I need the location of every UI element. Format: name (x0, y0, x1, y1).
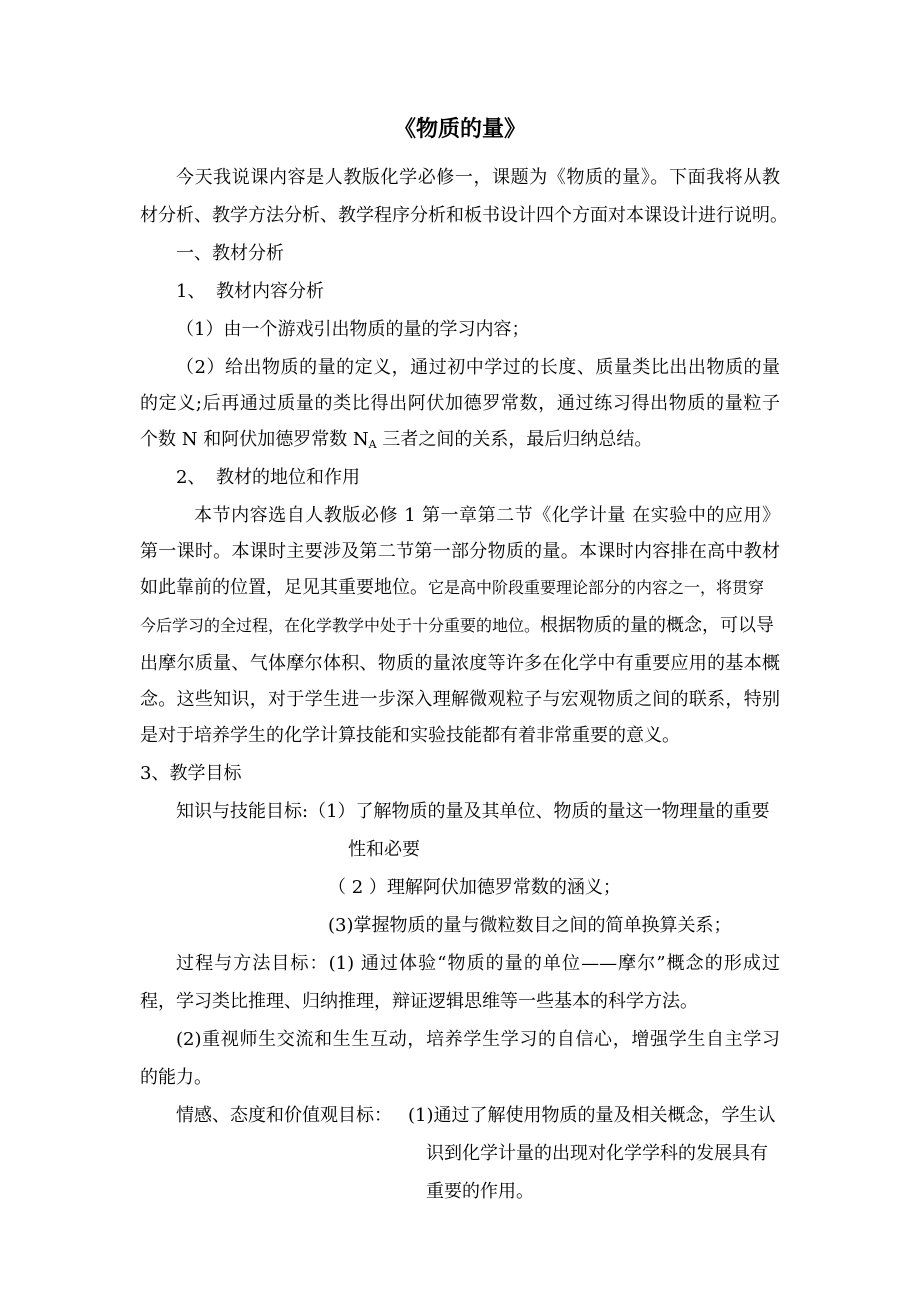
knowledge-goal-line-1: 知识与技能目标:（1）了解物质的量及其单位、物质的量这一物理量的重要 (176, 801, 770, 822)
role-para-line-4 (140, 614, 780, 638)
role-para-line-1: 本节内容选自人教版必修 1 第一章第二节《化学计量 在实验中的应用》 (194, 505, 780, 526)
subsection-1-number: 1、 (176, 281, 206, 302)
knowledge-goal-line-3: （ 2 ）理解阿伏加德罗常数的涵义； (328, 877, 621, 898)
process-goal-line-4: 的能力。 (140, 1067, 212, 1088)
knowledge-goal-line-4: (3)掌握物质的量与微粒数目之间的简单换算关系； (328, 915, 732, 936)
content-item-2-line-3 (140, 428, 652, 452)
section-heading-3: 3、教学目标 (140, 763, 242, 784)
process-goal-line-3: (2)重视师生交流和生生互动，培养学生学习的自信心，增强学生自主学习 (176, 1029, 780, 1050)
content-item-2-line-3-before: 个数 N 和阿伏加德罗常数 N (140, 429, 369, 450)
avogadro-subscript: A (368, 438, 377, 451)
intro-line-2: 材分析、教学方法分析、教学程序分析和板书设计四个方面对本课设计进行说明。 (140, 205, 788, 226)
role-para-line-2: 第一课时。本课时主要涉及第二节第一部分物质的量。本课时内容排在高中教材 (140, 541, 780, 562)
subsection-2-number: 2、 (176, 467, 206, 488)
document-title: 《物质的量》 (393, 117, 526, 142)
role-para-line-3 (140, 576, 780, 600)
content-item-2-line-3-after: 三者之间的关系，最后归纳总结。 (376, 429, 653, 450)
content-item-2-line-1: （2）给出物质的量的定义，通过初中学过的长度、质量类比出出物质的量 (176, 357, 780, 378)
role-para-line-7: 是对于培养学生的化学计算技能和实验技能都有着非常重要的意义。 (140, 725, 680, 746)
role-para-line-3b: 它是高中阶段重要理论部分的内容之一，将贯穿 (428, 578, 765, 597)
emotion-goal-line-3: 重要的作用。 (426, 1181, 534, 1202)
content-item-1: （1）由一个游戏引出物质的量的学习内容； (176, 319, 530, 340)
process-goal-line-2: 程，学习类比推理、归纳推理，辩证逻辑思维等一些基本的科学方法。 (140, 991, 698, 1012)
role-para-line-3a: 如此靠前的位置，足见其重要地位。 (140, 577, 428, 598)
role-para-line-4b: 根据物质的量的概念，可以导 (540, 615, 775, 636)
subsection-1-title: 教材内容分析 (216, 281, 324, 302)
knowledge-goal-line-2: 性和必要 (348, 839, 420, 860)
subsection-2-title: 教材的地位和作用 (216, 467, 360, 488)
emotion-goal-line-2: 识到化学计量的出现对化学学科的发展具有 (426, 1143, 768, 1164)
section-heading-1: 一、教材分析 (176, 243, 284, 264)
emotion-goal-line-1: (1)通过了解使用物质的量及相关概念，学生认 (408, 1105, 776, 1126)
role-para-line-6: 念。这些知识，对于学生进一步深入理解微观粒子与宏观物质之间的联系，特别 (140, 689, 780, 710)
content-item-2-line-2: 的定义;后再通过质量的类比得出阿伏加德罗常数，通过练习得出物质的量粒子 (140, 393, 780, 414)
intro-line-1: 今天我说课内容是人教版化学必修一，课题为《物质的量》。下面我将从教 (176, 167, 780, 188)
emotion-goal-label: 情感、态度和价值观目标： (176, 1105, 392, 1126)
role-para-line-5: 出摩尔质量、气体摩尔体积、物质的量浓度等许多在化学中有重要应用的基本概 (140, 653, 780, 674)
role-para-line-4a: 今后学习的全过程，在化学教学中处于十分重要的地位。 (140, 616, 541, 635)
process-goal-line-1: 过程与方法目标：(1) 通过体验“物质的量的单位——摩尔”概念的形成过 (176, 953, 780, 974)
